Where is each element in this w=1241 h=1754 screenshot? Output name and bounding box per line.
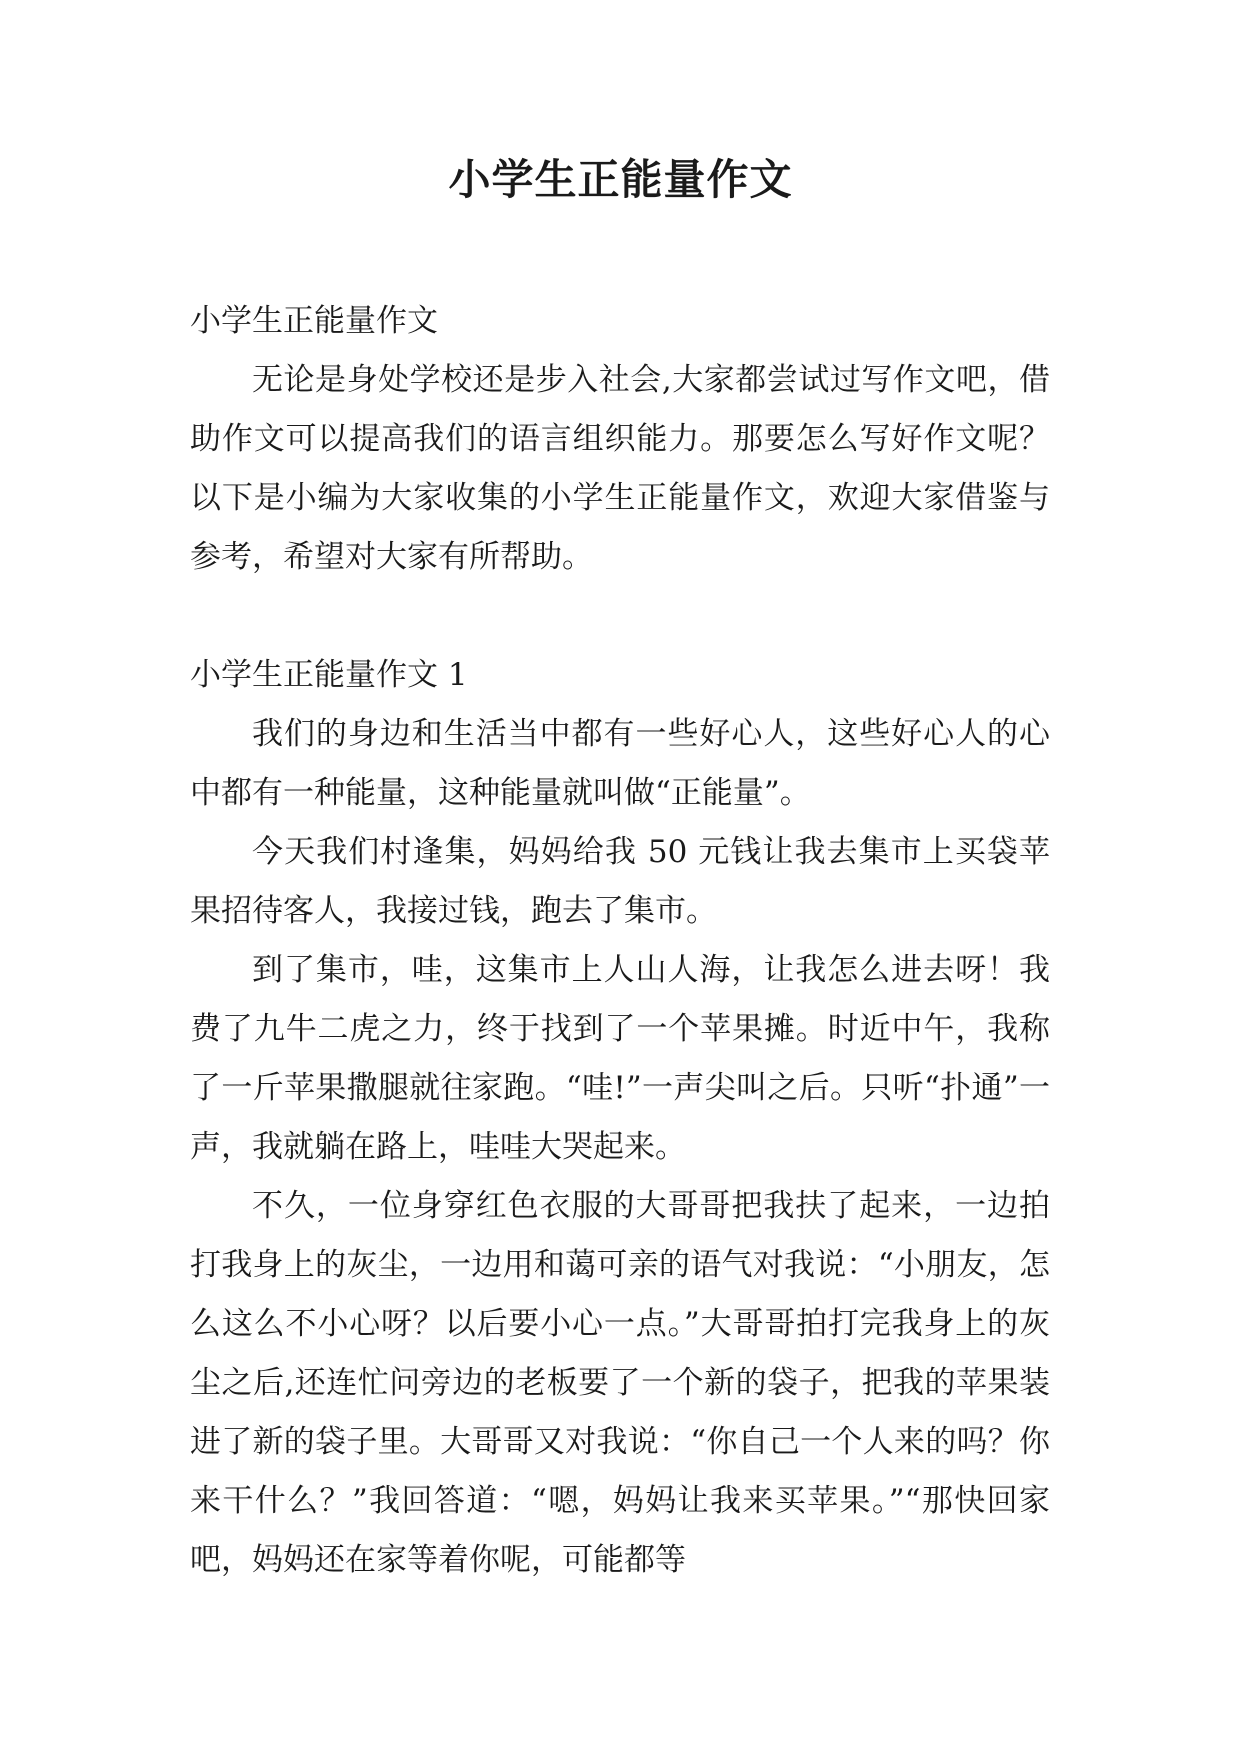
document-title: 小学生正能量作文	[448, 155, 793, 204]
paragraph-spacer	[190, 587, 1050, 646]
section-heading: 小学生正能量作文 1	[190, 657, 468, 693]
body-paragraph: 今天我们村逢集，妈妈给我 50 元钱让我去集市上买袋苹果招待客人，我接过钱，跑去了集市。	[190, 834, 1050, 929]
intro-heading: 小学生正能量作文	[190, 303, 438, 339]
body-paragraph: 到了集市，哇，这集市上人山人海，让我怎么进去呀！我费了九牛二虎之力，终于找到了一个苹果摊。时近中午，我称了一斤苹果撒腿就往家跑。“哇!”一声尖叫之后。只听“扑通”一声，我就躺在路上，哇哇大哭起来。	[190, 952, 1050, 1165]
body-paragraph: 我们的身边和生活当中都有一些好心人，这些好心人的心中都有一种能量，这种能量就叫做“正能量”。	[190, 716, 1050, 811]
body-paragraph: 不久，一位身穿红色衣服的大哥哥把我扶了起来，一边拍打我身上的灰尘，一边用和蔼可亲的语气对我说：“小朋友，怎么这么不小心呀？以后要小心一点。”大哥哥拍打完我身上的灰尘之后,还连忙问旁边的老板要了一个新的袋子，把我的苹果装进了新的袋子里。大哥哥又对我说：“你自己一个人来的吗？你来干什么？”我回答道：“嗯，妈妈让我来买苹果。”“那快回家吧，妈妈还在家等着你呢，可能都等	[190, 1188, 1050, 1578]
document-body	[190, 292, 1050, 1590]
intro-paragraph: 无论是身处学校还是步入社会,大家都尝试过写作文吧，借助作文可以提高我们的语言组织能力。那要怎么写好作文呢？以下是小编为大家收集的小学生正能量作文，欢迎大家借鉴与参考，希望对大家有所帮助。	[190, 362, 1050, 575]
